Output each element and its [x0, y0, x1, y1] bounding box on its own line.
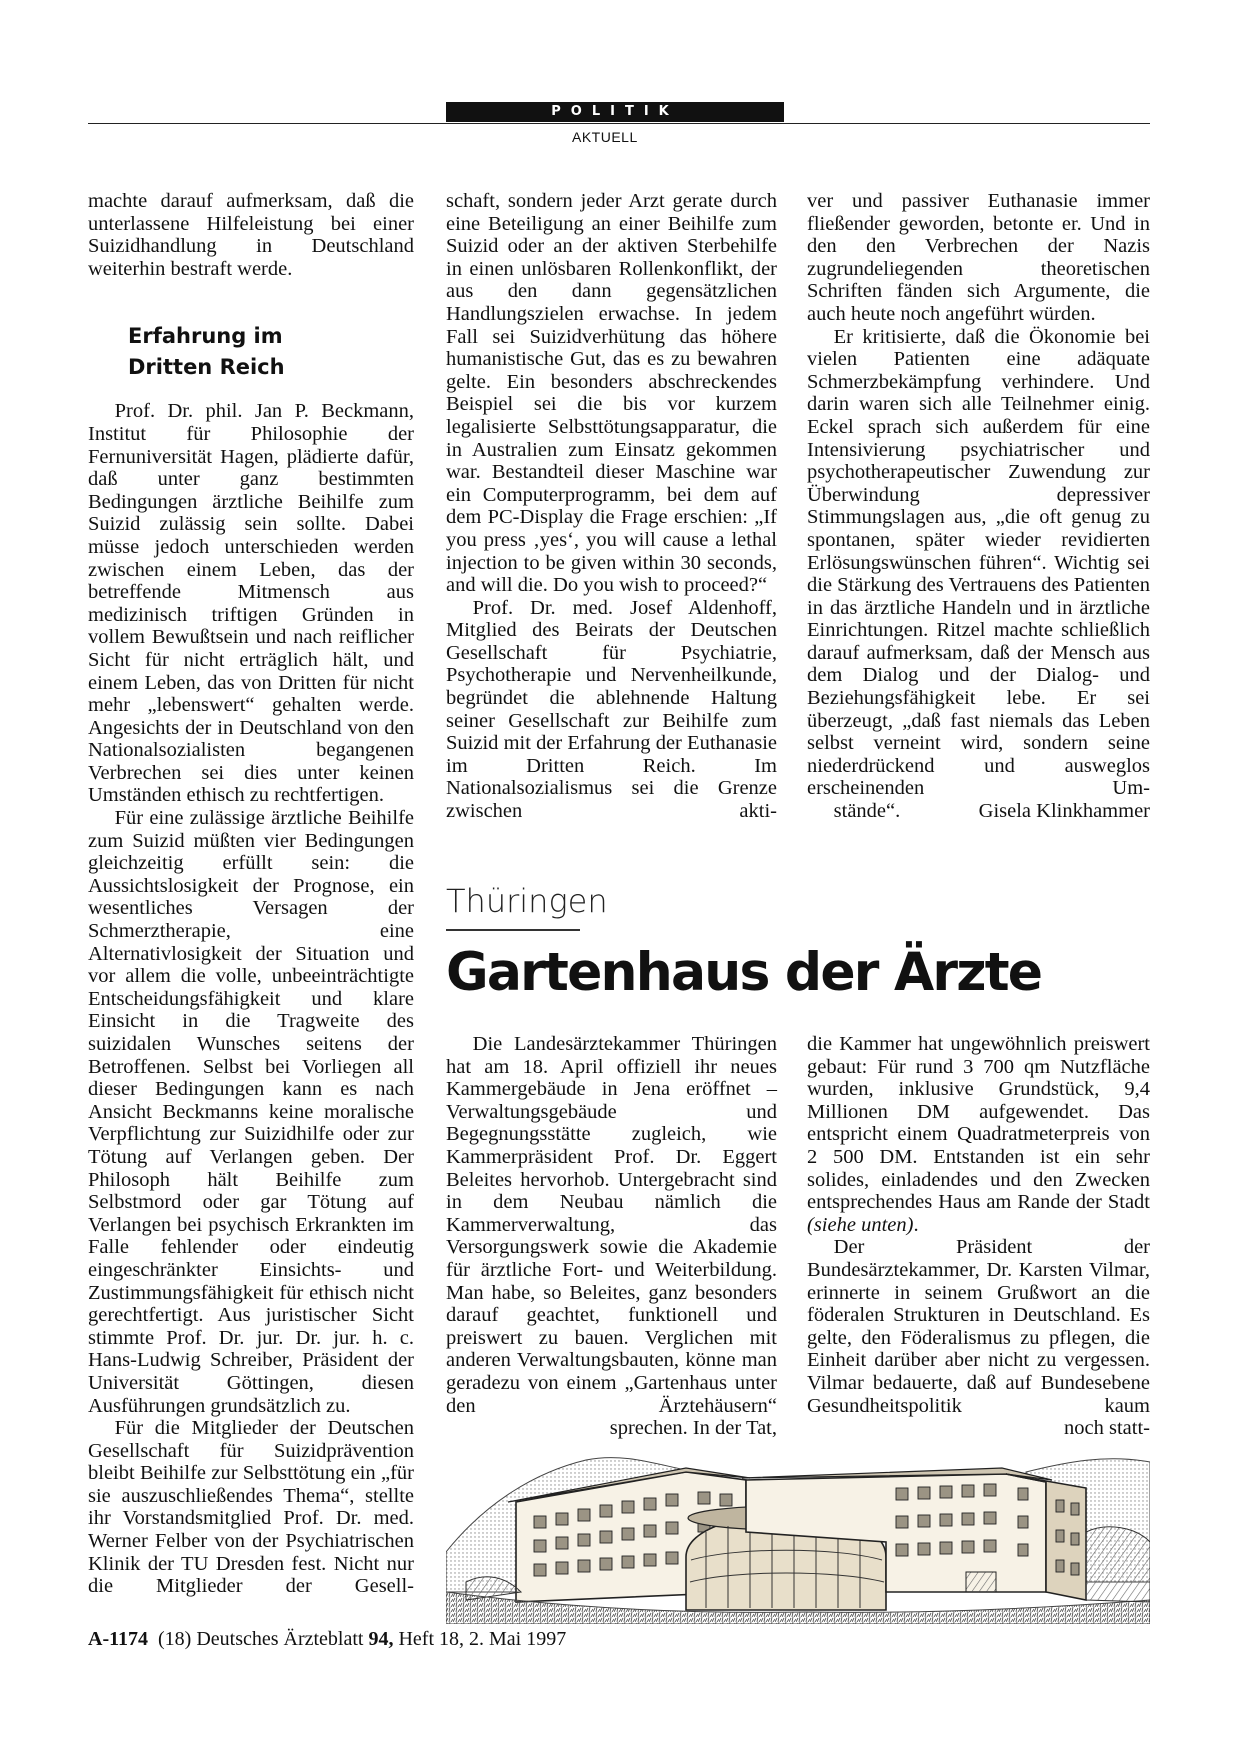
paragraph [807, 1033, 1150, 1236]
paragraph: Der Präsident der Bundesärztekammer, Dr. Karsten Vilmar, erinnerte in seinem Grußwort an die föderalen Strukturen in Deutschland. Es gelte, den Föderalismus zu pflegen, die Einheit darüber aber nicht zu vergessen. Vilmar bedauerte, daß auf Bundesebene Gesundheitspolitik kaum [807, 1236, 1150, 1417]
kicker-rule [446, 929, 580, 931]
article-headline: Gartenhaus der Ärzte [446, 942, 1042, 1003]
paragraph-tail: sprechen. In der Tat, [609, 1417, 777, 1440]
column-2 [446, 190, 777, 823]
page-footer [88, 1628, 566, 1651]
subheading-line: Dritten Reich [128, 355, 285, 380]
closing-text: stände“. [833, 800, 901, 823]
article-kicker: Thüringen [446, 882, 608, 920]
section-band: POLITIK [446, 102, 784, 122]
column-3 [807, 190, 1150, 823]
paragraph: Für eine zulässige ärztliche Beihilfe zum Suizid müßten vier Bedingungen gleichzeitig erfüllt sein: die Aussichtslosigkeit der Prognose, ein wesentliches Versagen der Schmerztherapie, eine Alternativlosigkeit der Situation und vor allem die volle, unbeeinträchtigte Entscheidungsfähigkeit und klare Einsicht in die Tragweite des suizidalen Wunsches seitens der Betroffenen. Selbst bei Vorliegen all dieser Bedingungen kann es nach Ansicht Beckmanns keine moralische Verpflichtung zur Suizidhilfe oder zur Tötung auf Verlangen geben. Der Philosoph hält Beihilfe zum Selbstmord oder gar Tötung auf Verlangen bei psychisch Erkrankten im Falle fehlender oder eindeutig eingeschränkter Einsichts- und Zustimmungsfähigkeit für ethisch nicht gerechtfertigt. Aus juristischer Sicht stimmte Prof. Dr. jur. Dr. jur. h. c. Hans-Ludwig Schreiber, Präsident der Universität Göttingen, diesen Ausführungen grundsätzlich zu. [88, 807, 414, 1417]
header-rule [88, 123, 1150, 124]
article2-column-a [446, 1033, 777, 1440]
paragraph: Prof. Dr. med. Josef Aldenhoff, Mitglied des Beirats der Deutschen Gesellschaft für Psychiatrie, Psychotherapie und Nervenheilkunde, begründet die ablehnende Haltung seiner Gesellschaft zur Beihilfe zum Suizid mit der Erfahrung der Euthanasie im Dritten Reich. Im Nationalsozialismus sei die Grenze zwischen akti- [446, 596, 777, 823]
page-number: A-1174 [88, 1628, 148, 1650]
author-signature: Gisela Klinkhammer [978, 800, 1150, 823]
text-run: die Kammer hat ungewöhnlich preiswert gebaut: Für rund 3 700 qm Nutzfläche wurden, inklusive Grundstück, 9,4 Millionen DM aufgewendet. Das entspricht einem Quadratmeterpreis von 2 500 DM. Entstanden ist ein sehr solides, einladendes und den Zwecken entsprechendes Haus am Rande der Stadt [807, 1033, 1150, 1214]
paragraph: Die Landesärztekammer Thüringen hat am 18. April offiziell ihr neues Kammergebäude in Jena eröffnet – Verwaltungsgebäude und Begegnungsstätte zugleich, wie Kammerpräsident Prof. Dr. Eggert Beleites hervorhob. Untergebracht sind in dem Neubau nämlich die Kammerverwaltung, das Versorgungswerk sowie die Akademie für ärztliche Fort- und Weiterbildung. Man habe, so Beleites, ganz besonders darauf geachtet, funktionell und preiswert zu bauen. Verglichen mit anderen Verwaltungsbauten, könne man geradezu von einem „Gartenhaus unter den Ärztehäusern“ [446, 1033, 777, 1417]
building-illustration [446, 1432, 1150, 1624]
subheading [128, 321, 414, 383]
subsection-label: AKTUELL [572, 129, 638, 145]
article2-column-b [807, 1033, 1150, 1440]
paragraph: machte darauf aufmerksam, daß die unterlassene Hilfeleistung bei einer Suizidhandlung in Deutschland weiterhin bestraft werde. [88, 190, 414, 280]
paragraph: ver und passiver Euthanasie immer fließender geworden, betonte er. Und in den den Verbrechen der Nazis zugrundeliegenden theoretischen Schriften fänden sich Argumente, die auch heute noch angeführt würden. [807, 190, 1150, 325]
journal-volume: 94, [368, 1628, 394, 1650]
paragraph: Prof. Dr. phil. Jan P. Beckmann, Institut für Philosophie der Fernuniversität Hagen, plädierte dafür, daß unter ganz bestimmten Bedingungen ärztliche Beihilfe zum Suizid zulässig sein sollte. Dabei müsse jedoch unterschieden werden zwischen einem Leben, das der betreffende Mitmensch aus medizinisch triftigen Gründen in vollem Bewußtsein und nach reiflicher Sicht für nicht erträglich hält, und einem Leben, das von Dritten für nicht mehr „lebenswert“ gehalten werde. Angesichts der in Deutschland von den Nationalsozialisten begangenen Verbrechen sei dies unter keinen Umständen ethisch zu rechtfertigen. [88, 400, 414, 807]
paragraph: Er kritisierte, daß die Ökonomie bei vielen Patienten eine adäquate Schmerzbekämpfung verhindere. Und darin waren sich alle Teilnehmer einig. Eckel sprach sich außerdem für eine Intensivierung psychiatrischer und psychotherapeutischer Zuwendung zur Überwindung depressiver Stimmungslagen aus, „die oft genug zu spontanen, später wieder revidierten Erlösungswünschen führen“. Wichtig sei die Stärkung des Vertrauens des Patienten in das ärztliche Handeln und in ärztliche Einrichtungen. Ritzel machte schließlich darauf aufmerksam, daß der Mensch aus dem Dialog und der Dialog- und Beziehungsfähigkeit lebe. Er sei überzeugt, „daß fast niemals das Leben selbst verneint wird, sondern seine niederdrückend und ausweglos erscheinenden Um- [807, 325, 1150, 800]
paragraph: schaft, sondern jeder Arzt gerate durch eine Beteiligung an einer Beihilfe zum Suizid oder an der aktiven Sterbehilfe in einen unlösbaren Rollenkonflikt, der aus den dann gegensätzlichen Handlungszielen erwachse. In jedem Fall sei Suizidverhütung das höhere humanistische Gut, das es zu bewahren gelte. Ein besonders abschreckendes Beispiel sei die bis vor kurzem legalisierte Selbsttötungsapparatur, die in Australien zum Einsatz gekommen war. Bestandteil dieser Maschine war ein Computerprogramm, bei dem auf dem PC-Display die Frage erschien: „If you press ‚yes‘, you will cause a lethal injection to be given within 30 seconds, and will die. Do you wish to proceed?“ [446, 190, 777, 597]
text-run-italic: (siehe unten) [807, 1213, 914, 1236]
text-run: . [913, 1213, 919, 1236]
journal-issue-date: Heft 18, 2. Mai 1997 [393, 1628, 567, 1650]
paragraph-tail: noch statt- [1064, 1417, 1150, 1440]
subheading-line: Erfahrung im [128, 324, 283, 349]
journal-citation: (18) Deutsches Ärzteblatt [158, 1628, 369, 1650]
closing-line [807, 800, 1150, 823]
paragraph: Für die Mitglieder der Deutschen Gesellschaft für Suizidprävention bleibt Beihilfe zur Selbsttötung ein „für sie auszuschließendes Thema“, stellte ihr Vorstandsmitglied Prof. Dr. med. Werner Felber von der Psychiatrischen Klinik der TU Dresden fest. Nicht nur die Mitglieder der Gesell- [88, 1417, 414, 1598]
column-1 [88, 190, 414, 1598]
